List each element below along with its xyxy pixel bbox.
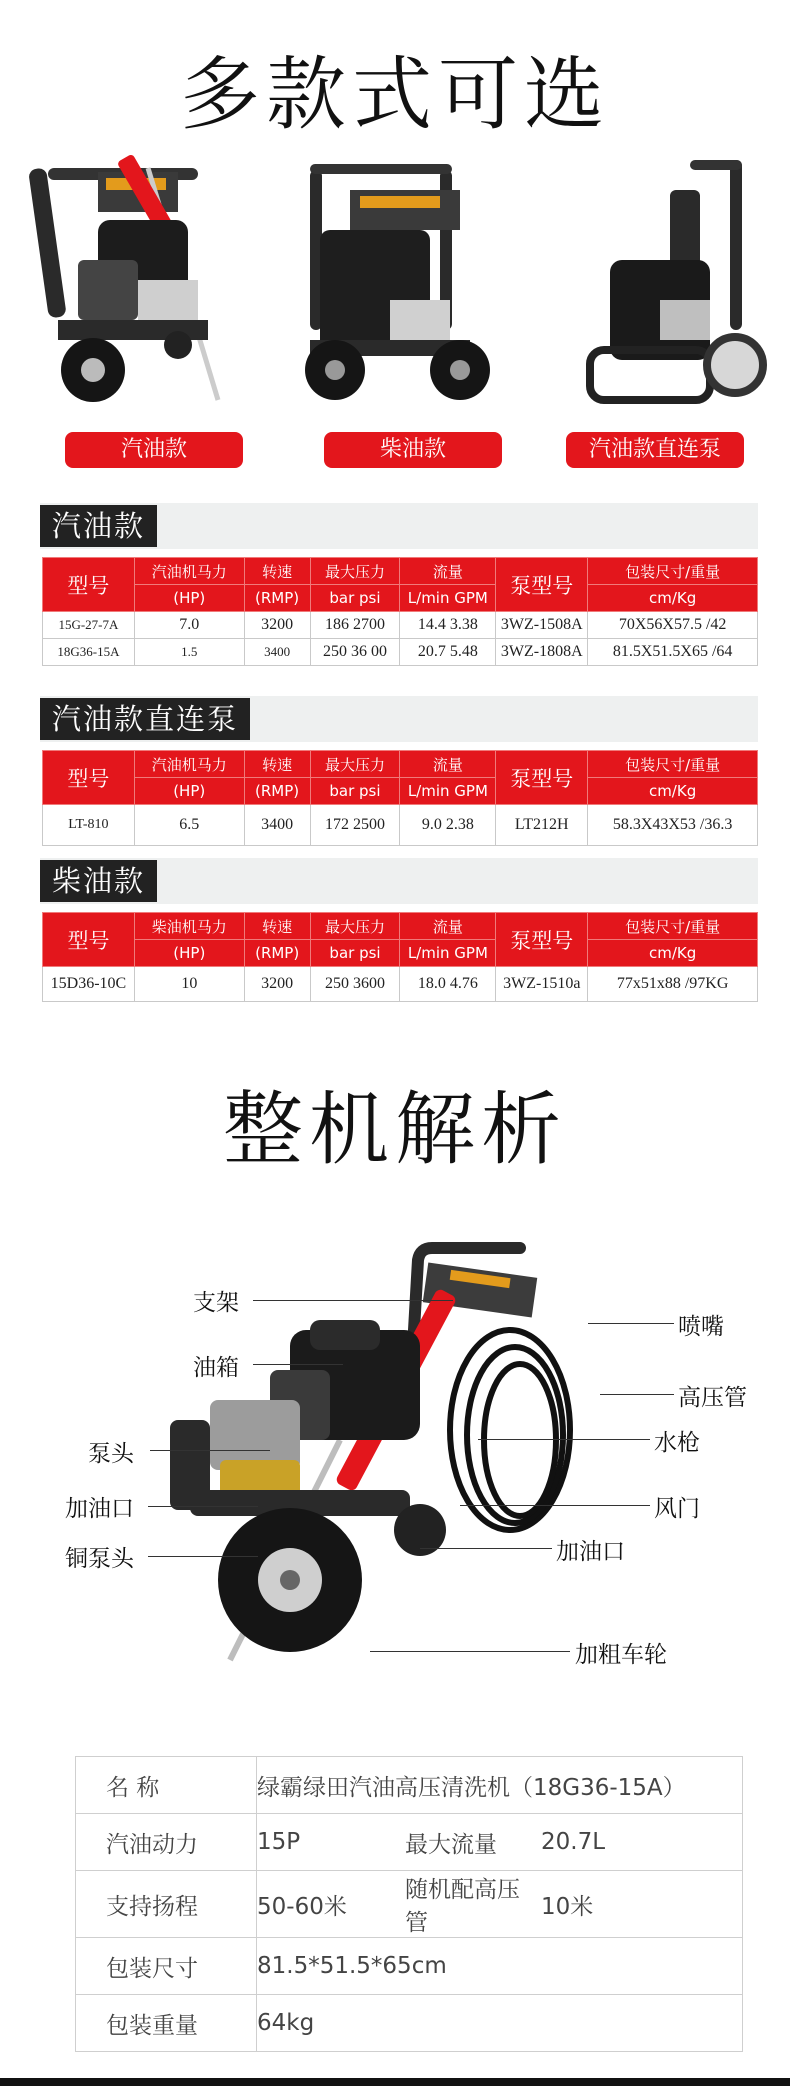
cell-pressure: 250 3600: [310, 967, 400, 1002]
header-model: 型号: [43, 558, 135, 612]
label-throttle: 风门: [654, 1496, 700, 1522]
label-copper-pump: 铜泵头: [65, 1546, 134, 1572]
header-rpm-unit: (RMP): [244, 585, 310, 612]
cell-hp: 7.0: [134, 612, 244, 639]
label-bracket: 支架: [193, 1290, 239, 1316]
product-label-gasoline-direct: 汽油款直连泵: [566, 432, 744, 468]
cell-hp: 10: [134, 967, 244, 1002]
leader-line: [370, 1651, 570, 1652]
cell-pump: 3WZ-1508A: [496, 612, 588, 639]
header-pressure: 最大压力: [310, 751, 400, 778]
header-pressure: 最大压力: [310, 913, 400, 940]
header-flow-unit: L/min GPM: [400, 778, 496, 805]
cell-rpm: 3200: [244, 612, 310, 639]
header-flow-unit: L/min GPM: [400, 585, 496, 612]
info-hose-value: 10米: [541, 1871, 743, 1938]
label-wheel: 加粗车轮: [575, 1642, 667, 1668]
header-hp: 汽油机马力: [134, 751, 244, 778]
header-hp-unit: (HP): [134, 778, 244, 805]
label-hose: 高压管: [678, 1385, 747, 1411]
leader-line: [420, 1548, 552, 1549]
cell-pack: 81.5X51.5X65 /64: [588, 639, 758, 666]
table-row: [43, 639, 758, 666]
header-rpm: 转速: [244, 751, 310, 778]
info-pack-label: 包装尺寸: [76, 1938, 257, 1995]
table-row: [76, 1814, 743, 1871]
header-pressure: 最大压力: [310, 558, 400, 585]
product-info-table: [75, 1756, 743, 2052]
header-rpm: 转速: [244, 913, 310, 940]
cell-hp: 1.5: [134, 639, 244, 666]
section-tag-gasoline: 汽油款: [40, 505, 157, 547]
header-hp-unit: (HP): [134, 940, 244, 967]
leader-line: [150, 1450, 270, 1451]
spec-table-gasoline: [42, 557, 758, 666]
table-row: [43, 612, 758, 639]
table-row: [76, 1871, 743, 1938]
cell-hp: 6.5: [134, 805, 244, 846]
info-name-label: 名 称: [76, 1757, 257, 1814]
section-tag-gasoline-direct: 汽油款直连泵: [40, 698, 250, 740]
leader-line: [253, 1364, 343, 1365]
label-pump-head: 泵头: [88, 1441, 134, 1467]
header-pack: 包装尺寸/重量: [588, 751, 758, 778]
header-pack: 包装尺寸/重量: [588, 913, 758, 940]
label-nozzle: 喷嘴: [678, 1314, 724, 1340]
info-lift-value: 50-60米: [257, 1871, 406, 1938]
product-image-diesel: [290, 150, 530, 410]
table-row: [76, 1938, 743, 1995]
header-hp-unit: (HP): [134, 585, 244, 612]
label-fill-port-right: 加油口: [556, 1539, 625, 1565]
header-pump: 泵型号: [496, 913, 588, 967]
cell-pack: 77x51x88 /97KG: [588, 967, 758, 1002]
info-name-value: 绿霸绿田汽油高压清洗机（18G36-15A）: [257, 1757, 743, 1814]
cell-model: 15D36-10C: [43, 967, 135, 1002]
header-flow: 流量: [400, 913, 496, 940]
cell-pack: 70X56X57.5 /42: [588, 612, 758, 639]
cell-flow: 18.0 4.76: [400, 967, 496, 1002]
header-rpm: 转速: [244, 558, 310, 585]
header-hp: 汽油机马力: [134, 558, 244, 585]
cell-pump: 3WZ-1808A: [496, 639, 588, 666]
header-model: 型号: [43, 913, 135, 967]
header-pack-unit: cm/Kg: [588, 778, 758, 805]
info-pack-value: 81.5*51.5*65cm: [257, 1938, 743, 1995]
table-row: [43, 805, 758, 846]
cell-pump: LT212H: [496, 805, 588, 846]
cell-rpm: 3400: [244, 805, 310, 846]
header-pump: 泵型号: [496, 751, 588, 805]
header-pressure-unit: bar psi: [310, 778, 400, 805]
leader-line: [600, 1394, 674, 1395]
header-hp: 柴油机马力: [134, 913, 244, 940]
cell-pump: 3WZ-1510a: [496, 967, 588, 1002]
cell-model: 18G36-15A: [43, 639, 135, 666]
product-image-gasoline: [28, 150, 268, 410]
label-tank: 油箱: [193, 1355, 239, 1381]
info-lift-label: 支持扬程: [76, 1871, 257, 1938]
header-pump: 泵型号: [496, 558, 588, 612]
table-row: [76, 1757, 743, 1814]
product-label-gasoline: 汽油款: [65, 432, 243, 468]
header-pack: 包装尺寸/重量: [588, 558, 758, 585]
section-tag-diesel: 柴油款: [40, 860, 157, 902]
leader-line: [460, 1505, 650, 1506]
info-hose-label: 随机配高压管: [405, 1871, 541, 1938]
section-title-analysis: 整机解析: [223, 1083, 567, 1176]
table-row: [76, 1995, 743, 2052]
info-weight-value: 64kg: [257, 1995, 743, 2052]
cell-pressure: 172 2500: [310, 805, 400, 846]
page-title: 多款式可选: [180, 48, 610, 141]
info-power-label: 汽油动力: [76, 1814, 257, 1871]
info-weight-label: 包装重量: [76, 1995, 257, 2052]
cell-pressure: 186 2700: [310, 612, 400, 639]
header-flow: 流量: [400, 558, 496, 585]
header-flow: 流量: [400, 751, 496, 778]
header-pressure-unit: bar psi: [310, 940, 400, 967]
spec-table-gasoline-direct: [42, 750, 758, 846]
cell-flow: 20.7 5.48: [400, 639, 496, 666]
info-flow-value: 20.7L: [541, 1814, 743, 1871]
cell-rpm: 3200: [244, 967, 310, 1002]
header-pressure-unit: bar psi: [310, 585, 400, 612]
spec-table-diesel: [42, 912, 758, 1002]
header-pack-unit: cm/Kg: [588, 940, 758, 967]
cell-pressure: 250 36 00: [310, 639, 400, 666]
leader-line: [588, 1323, 674, 1324]
leader-line: [253, 1300, 453, 1301]
label-gun: 水枪: [654, 1430, 700, 1456]
info-power-value: 15P: [257, 1814, 406, 1871]
header-model: 型号: [43, 751, 135, 805]
leader-line: [478, 1439, 650, 1440]
header-rpm-unit: (RMP): [244, 940, 310, 967]
bottom-divider: [0, 2078, 790, 2086]
header-rpm-unit: (RMP): [244, 778, 310, 805]
cell-pack: 58.3X43X53 /36.3: [588, 805, 758, 846]
cell-model: 15G-27-7A: [43, 612, 135, 639]
label-fill-port-left: 加油口: [65, 1496, 134, 1522]
cell-model: LT-810: [43, 805, 135, 846]
header-pack-unit: cm/Kg: [588, 585, 758, 612]
product-image-gasoline-direct: [570, 150, 790, 410]
leader-line: [148, 1506, 258, 1507]
leader-line: [148, 1556, 258, 1557]
product-label-diesel: 柴油款: [324, 432, 502, 468]
info-flow-label: 最大流量: [405, 1814, 541, 1871]
table-row: [43, 967, 758, 1002]
header-flow-unit: L/min GPM: [400, 940, 496, 967]
cell-flow: 14.4 3.38: [400, 612, 496, 639]
cell-flow: 9.0 2.38: [400, 805, 496, 846]
cell-rpm: 3400: [244, 639, 310, 666]
